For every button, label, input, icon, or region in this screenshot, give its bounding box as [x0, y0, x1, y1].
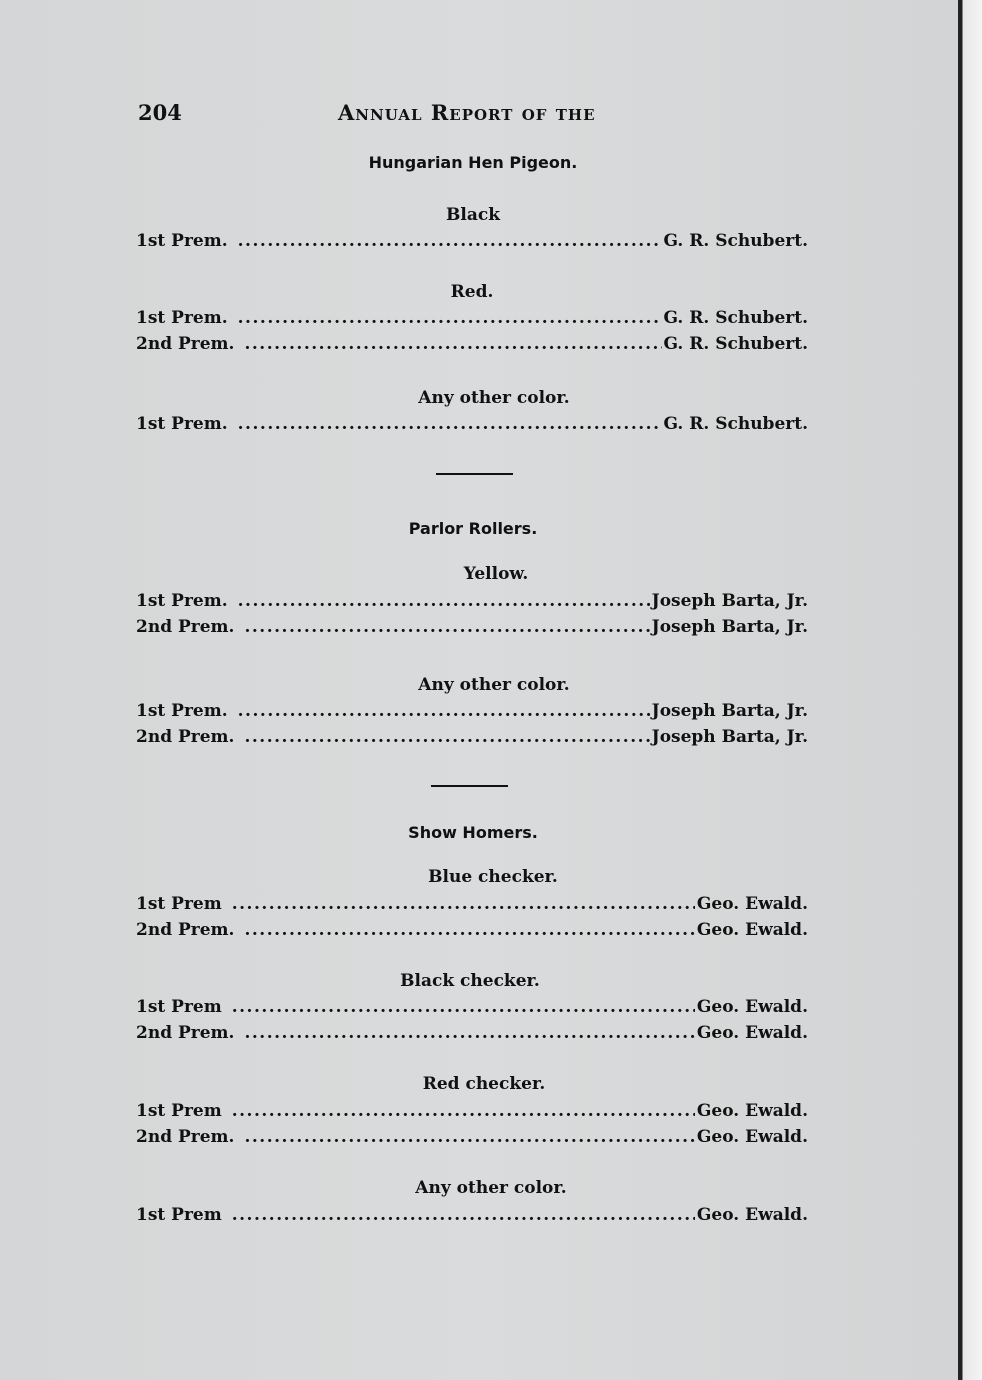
dot-leader — [232, 1101, 695, 1121]
winner-name: Geo. Ewald. — [696, 1101, 808, 1121]
premium-row — [136, 894, 808, 916]
premium-label: 2nd Prem. — [136, 727, 235, 747]
premium-row — [136, 1205, 808, 1227]
color-heading: Black — [446, 205, 500, 225]
premium-row — [136, 701, 808, 723]
premium-row — [136, 308, 808, 330]
premium-label: 1st Prem — [136, 894, 222, 914]
premium-label: 1st Prem — [136, 1101, 222, 1121]
section-title: Parlor Rollers. — [408, 519, 538, 538]
dot-leader — [232, 997, 695, 1017]
color-heading: Any other color. — [415, 1178, 567, 1198]
winner-name: Geo. Ewald. — [696, 1205, 808, 1225]
premium-row — [136, 334, 808, 356]
premium-label: 1st Prem. — [136, 591, 228, 611]
premium-row — [136, 617, 808, 639]
dot-leader — [232, 1205, 695, 1225]
winner-name: Geo. Ewald. — [696, 894, 808, 914]
running-head: Annual Report of the — [338, 100, 596, 125]
winner-name: G. R. Schubert. — [663, 308, 808, 328]
dot-leader — [244, 334, 661, 354]
dot-leader — [244, 920, 694, 940]
winner-name: G. R. Schubert. — [663, 334, 808, 354]
premium-row — [136, 1023, 808, 1045]
premium-label: 2nd Prem. — [136, 617, 235, 637]
premium-label: 2nd Prem. — [136, 1127, 235, 1147]
premium-label: 1st Prem. — [136, 701, 228, 721]
winner-name: G. R. Schubert. — [663, 231, 808, 251]
premium-row — [136, 414, 808, 436]
page-header — [138, 100, 808, 128]
section-title: Show Homers. — [408, 823, 538, 842]
premium-row — [136, 727, 808, 749]
winner-name: Geo. Ewald. — [696, 920, 808, 940]
premium-label: 1st Prem — [136, 1205, 222, 1225]
color-heading: Red checker. — [422, 1074, 546, 1094]
premium-row — [136, 591, 808, 613]
section-title: Hungarian Hen Pigeon. — [368, 153, 578, 172]
premium-row — [136, 231, 808, 253]
winner-name: Geo. Ewald. — [696, 1127, 808, 1147]
dot-leader — [238, 231, 662, 251]
dot-leader — [238, 414, 662, 434]
winner-name: Joseph Barta, Jr. — [651, 701, 808, 721]
premium-row — [136, 920, 808, 942]
section-divider — [431, 785, 508, 787]
premium-label: 1st Prem — [136, 997, 222, 1017]
color-heading: Blue checker. — [428, 867, 558, 887]
dot-leader — [238, 308, 662, 328]
dot-leader — [244, 1127, 694, 1147]
premium-label: 2nd Prem. — [136, 1023, 235, 1043]
winner-name: Joseph Barta, Jr. — [651, 617, 808, 637]
dot-leader — [244, 617, 649, 637]
color-heading: Black checker. — [400, 971, 540, 991]
dot-leader — [244, 1023, 694, 1043]
premium-label: 2nd Prem. — [136, 334, 235, 354]
dot-leader — [232, 894, 695, 914]
section-divider — [436, 473, 513, 475]
premium-row — [136, 1101, 808, 1123]
premium-label: 1st Prem. — [136, 231, 228, 251]
dot-leader — [238, 701, 650, 721]
premium-label: 2nd Prem. — [136, 920, 235, 940]
dot-leader — [238, 591, 650, 611]
color-heading: Any other color. — [418, 388, 570, 408]
premium-row — [136, 1127, 808, 1149]
winner-name: Joseph Barta, Jr. — [651, 591, 808, 611]
dot-leader — [244, 727, 649, 747]
winner-name: Geo. Ewald. — [696, 1023, 808, 1043]
winner-name: Geo. Ewald. — [696, 997, 808, 1017]
color-heading: Red. — [450, 282, 494, 302]
color-heading: Yellow. — [463, 564, 529, 584]
winner-name: Joseph Barta, Jr. — [651, 727, 808, 747]
color-heading: Any other color. — [418, 675, 570, 695]
page-number: 204 — [138, 100, 182, 125]
premium-label: 1st Prem. — [136, 308, 228, 328]
winner-name: G. R. Schubert. — [663, 414, 808, 434]
premium-row — [136, 997, 808, 1019]
premium-label: 1st Prem. — [136, 414, 228, 434]
